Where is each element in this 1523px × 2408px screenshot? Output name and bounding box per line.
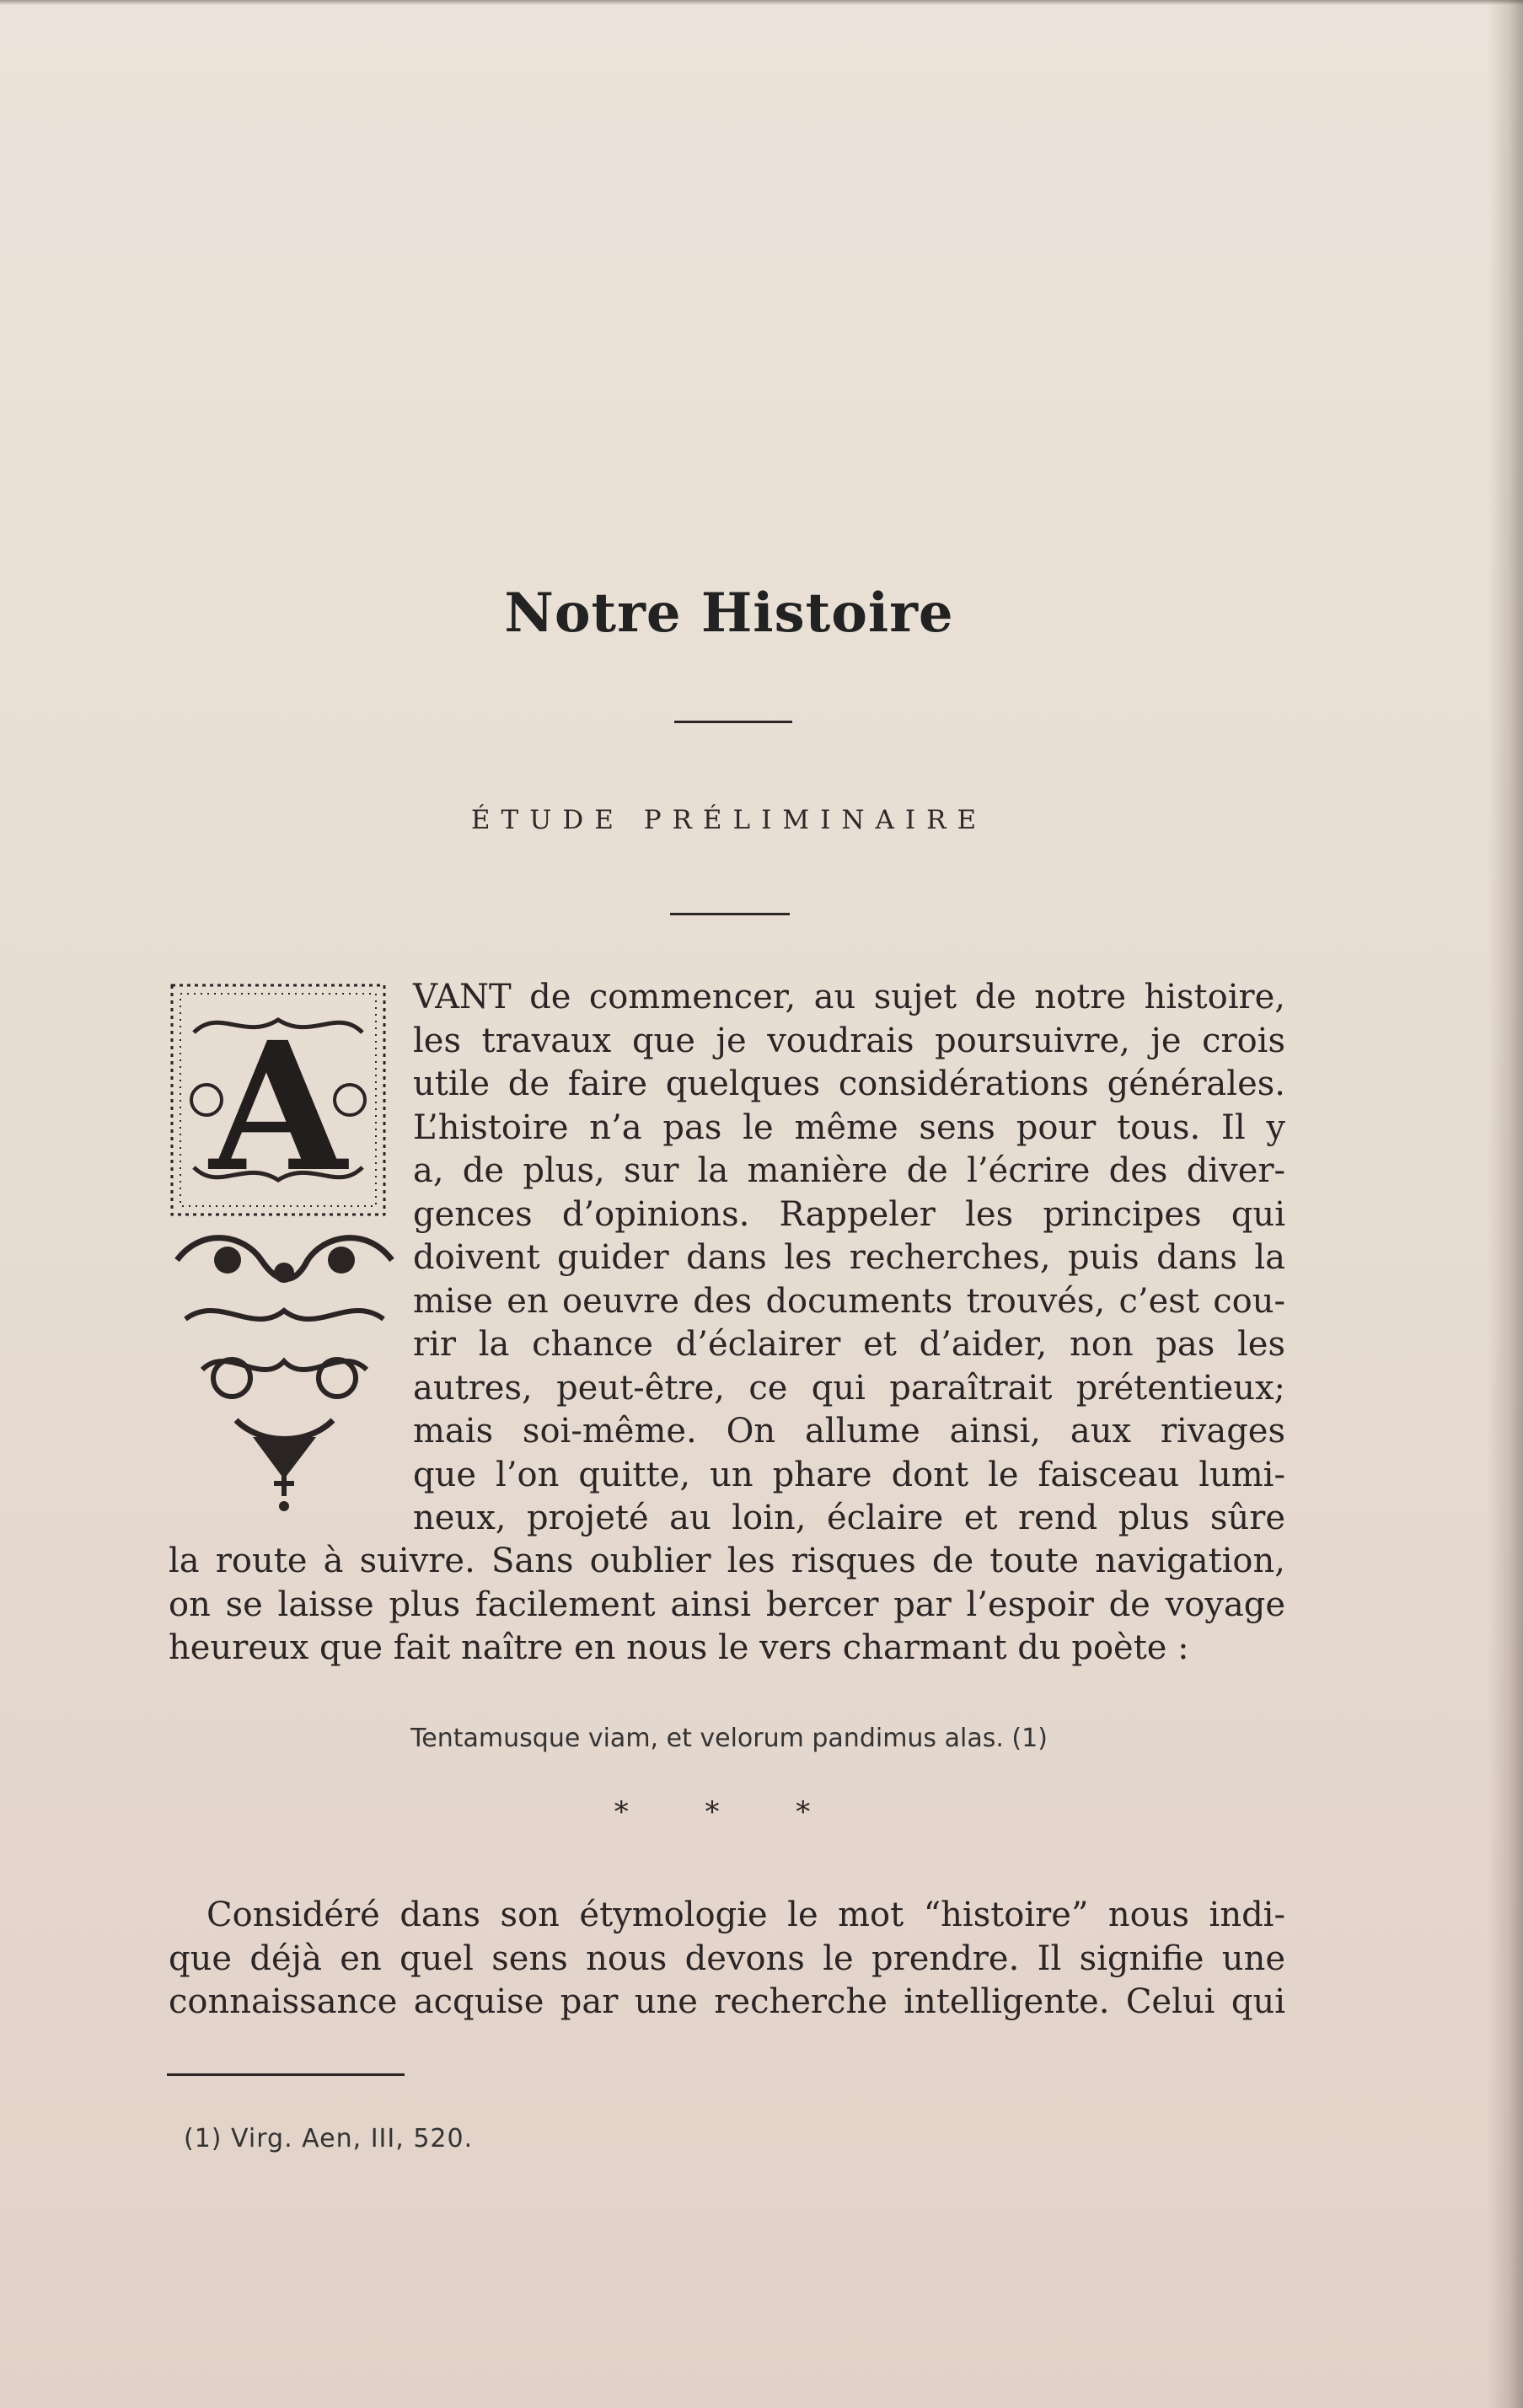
text-line: gences d’opinions. Rappeler les principes qui (413, 1194, 1285, 1234)
section-separator: * * * (614, 1795, 845, 1829)
footnote-text: Virg. Aen, III, 520. (231, 2124, 474, 2153)
page-binding-shadow (1488, 0, 1523, 2408)
text-line: on se laisse plus facilement ainsi bercer par l’espoir de voyage (169, 1585, 1285, 1624)
footnote (184, 2124, 473, 2153)
latin-quote (0, 1724, 1458, 1753)
subtitle-rule (670, 913, 790, 915)
text-line: mise en oeuvre des documents trouvés, c’est cou- (413, 1281, 1285, 1321)
dropcap-letter: A (209, 1003, 347, 1211)
text-line: neux, projeté au loin, éclaire et rend plus sûre (413, 1499, 1285, 1537)
text-line: connaissance acquise par une recherche intelligente. Celui qui (169, 1982, 1285, 2021)
text-line: heureux que fait naître en nous le vers charmant du poète : (169, 1628, 1189, 1667)
paragraph-1-indented (413, 976, 1285, 1541)
text-line: VANT de commencer, au sujet de notre histoire, (413, 978, 1285, 1016)
text-line: mais soi-même. On allume ainsi, aux rivages (413, 1412, 1285, 1451)
quote-note-mark: (1) (1011, 1724, 1048, 1753)
paragraph-1-continuation (169, 1540, 1285, 1671)
text-line: autres, peut-être, ce qui paraîtrait prétentieux; (413, 1368, 1285, 1408)
paragraph-2 (169, 1894, 1285, 2025)
footnote-rule (167, 2073, 405, 2076)
text-line: que déjà en quel sens nous devons le prendre. Il signifie une (169, 1939, 1285, 1978)
text-line: L’histoire n’a pas le même sens pour tous. Il y (413, 1107, 1285, 1147)
text-line: les travaux que je voudrais poursuivre, je crois (413, 1021, 1285, 1060)
title-rule (674, 721, 792, 723)
floral-ornament (169, 1226, 400, 1513)
dropcap-ornament (169, 982, 388, 1218)
text-line: doivent guider dans les recherches, puis dans la (413, 1238, 1285, 1277)
text-line: la route à suivre. Sans oublier les risques de toute navigation, (169, 1542, 1285, 1580)
quote-text: Tentamusque viam, et velorum pandimus alas. (410, 1724, 1004, 1753)
text-line: Considéré dans son étymologie le mot “histoire” nous indi- (206, 1896, 1285, 1934)
section-subtitle: ÉTUDE PRÉLIMINAIRE (470, 805, 988, 835)
text-line: rir la chance d’éclairer et d’aider, non pas les (413, 1325, 1285, 1364)
page-top-edge (0, 0, 1523, 5)
text-line: a, de plus, sur la manière de l’écrire des diver- (413, 1151, 1285, 1190)
footnote-mark: (1) (184, 2124, 223, 2153)
text-line: que l’on quitte, un phare dont le faisceau lumi- (413, 1455, 1285, 1494)
page-title: Notre Histoire (504, 582, 954, 645)
text-line: utile de faire quelques considérations générales. (413, 1065, 1285, 1103)
